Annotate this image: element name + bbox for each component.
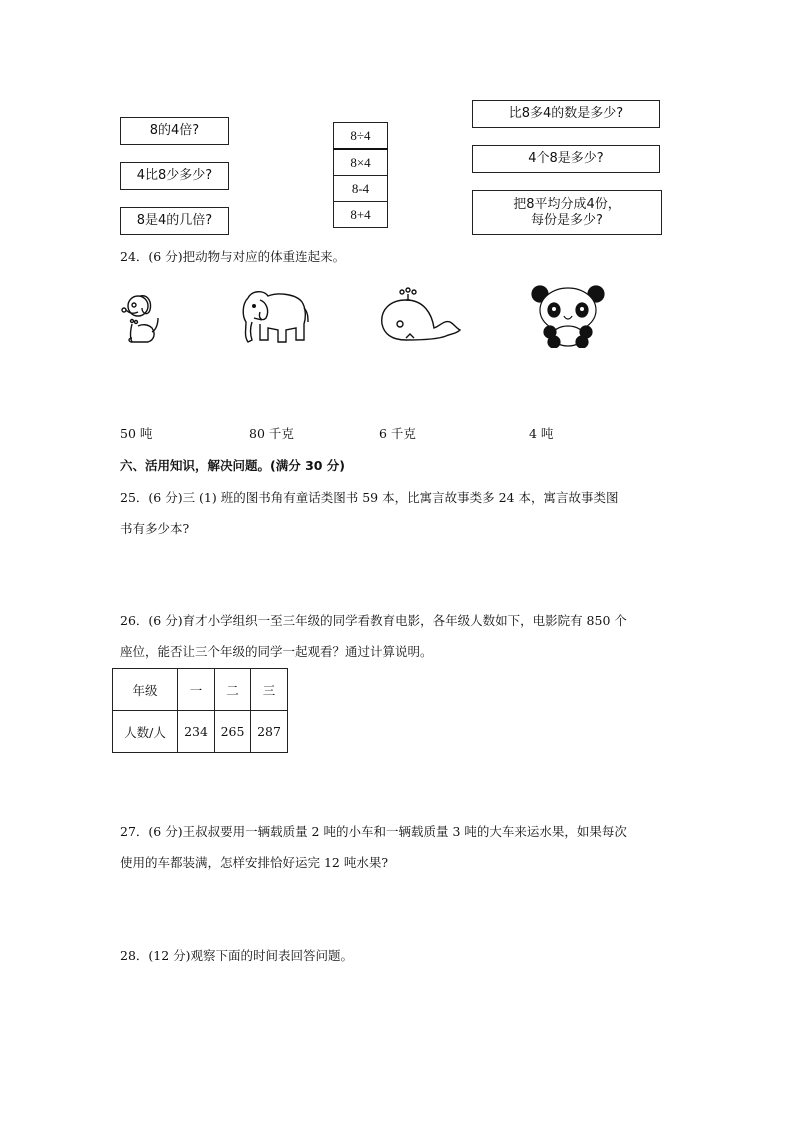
whale-icon[interactable] <box>376 284 466 346</box>
question-26-line2: 座位，能否让三个年级的同学一起观看？通过计算说明。 <box>120 644 433 659</box>
panda-icon[interactable] <box>530 282 606 348</box>
question-24: 24．(6 分)把动物与对应的体重连起来。 <box>120 249 346 264</box>
table-header-cell: 一 <box>178 669 215 711</box>
expression-table <box>333 122 388 228</box>
table-header-cell: 二 <box>215 669 251 711</box>
grade-table <box>112 668 288 753</box>
left-box-2[interactable]: 4比8少多少? <box>120 162 229 190</box>
left-box-1[interactable]: 8的4倍? <box>120 117 229 145</box>
right-box-3-line1: 把8平均分成4份， <box>513 196 621 212</box>
dog-icon[interactable] <box>118 288 170 348</box>
elephant-icon[interactable] <box>238 288 310 346</box>
expression-cell[interactable]: 8÷4 <box>334 123 388 150</box>
expression-cell[interactable]: 8+4 <box>334 202 388 228</box>
table-cell: 234 <box>178 711 215 753</box>
question-28: 28．(12 分)观察下面的时间表回答问题。 <box>120 948 354 963</box>
table-header-cell: 年级 <box>113 669 178 711</box>
question-27-line2: 使用的车都装满，怎样安排恰好运完 12 吨水果? <box>120 855 389 870</box>
right-box-3-line2: 每份是多少? <box>531 212 603 228</box>
weight-option[interactable]: 6 千克 <box>379 426 416 441</box>
section-heading: 六、活用知识，解决问题。(满分 30 分) <box>120 458 346 473</box>
table-header-cell: 三 <box>251 669 288 711</box>
right-box-2[interactable]: 4个8是多少? <box>472 145 660 173</box>
left-box-3[interactable]: 8是4的几倍? <box>120 207 229 235</box>
expression-cell[interactable]: 8×4 <box>334 149 388 176</box>
weight-option[interactable]: 4 吨 <box>529 426 554 441</box>
weight-option[interactable]: 50 吨 <box>120 426 153 441</box>
table-cell: 人数/人 <box>113 711 178 753</box>
question-25-line2: 书有多少本? <box>120 521 190 536</box>
right-box-1[interactable]: 比8多4的数是多少? <box>472 100 660 128</box>
question-26-line1: 26．(6 分)育才小学组织一至三年级的同学看教育电影，各年级人数如下，电影院有 850 个 <box>120 613 627 628</box>
expression-cell[interactable]: 8-4 <box>334 176 388 202</box>
question-25-line1: 25．(6 分)三 (1) 班的图书角有童话类图书 59 本，比寓言故事类多 24 本，寓言故事类图 <box>120 490 619 505</box>
question-27-line1: 27．(6 分)王叔叔要用一辆载质量 2 吨的小车和一辆载质量 3 吨的大车来运水果，如果每次 <box>120 824 627 839</box>
table-cell: 265 <box>215 711 251 753</box>
table-cell: 287 <box>251 711 288 753</box>
weight-option[interactable]: 80 千克 <box>249 426 294 441</box>
right-box-3[interactable] <box>472 190 662 235</box>
